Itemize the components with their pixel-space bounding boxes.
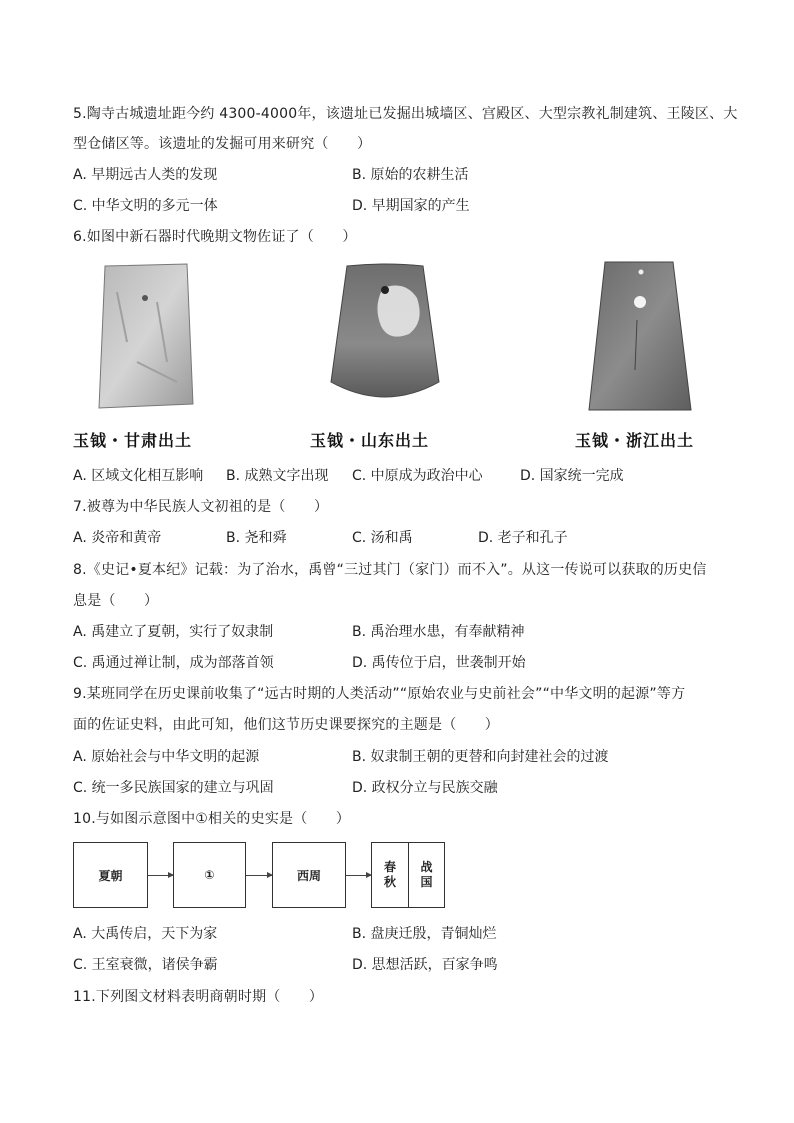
question-9-line-2: 面的佐证史料，由此可知，他们这节历史课要探究的主题是（ ） <box>73 717 499 733</box>
question-10-option-b: B. 盘庚迁殷，青铜灿烂 <box>352 926 497 942</box>
question-8-option-d: D. 禹传位于启，世袭制开始 <box>352 655 526 671</box>
zhanguo-char-1: 战 <box>420 860 433 874</box>
question-5-line-2: 型仓储区等。该遗址的发掘可用来研究（ ） <box>73 136 372 152</box>
caption-shandong: 玉钺・山东出土 <box>310 431 430 450</box>
question-10-option-c: C. 王室衰微，诸侯争霸 <box>73 957 218 973</box>
question-7-option-c: C. 汤和禹 <box>352 530 413 546</box>
question-6-option-b: B. 成熟文字出现 <box>226 468 329 484</box>
timeline-box-unknown: ① <box>173 842 246 908</box>
question-10-line-1: 10.与如图示意图中①相关的史实是（ ） <box>73 811 351 827</box>
chunqiu-char-2: 秋 <box>383 875 396 889</box>
question-9-line-1: 9.某班同学在历史课前收集了“远古时期的人类活动”“原始农业与史前社会”“中华文明的起源”等方 <box>73 686 686 702</box>
chunqiu-char-1: 春 <box>383 860 396 874</box>
question-6-option-d: D. 国家统一完成 <box>520 468 624 484</box>
question-7-option-b: B. 尧和舜 <box>226 530 287 546</box>
timeline-arrow-3 <box>346 875 371 876</box>
caption-gansu: 玉钺・甘肃出土 <box>73 431 193 450</box>
question-7-option-d: D. 老子和孔子 <box>478 530 568 546</box>
question-9-option-c: C. 统一多民族国家的建立与巩固 <box>73 780 274 796</box>
jade-axe-gansu-image <box>97 262 197 412</box>
caption-zhejiang: 玉钺・浙江出土 <box>575 431 695 450</box>
question-9-option-b: B. 奴隶制王朝的更替和向封建社会的过渡 <box>352 749 609 765</box>
jade-axe-zhejiang-image <box>585 260 695 416</box>
timeline-arrow-2 <box>246 875 272 876</box>
question-8-option-a: A. 禹建立了夏朝，实行了奴隶制 <box>73 624 274 640</box>
timeline-box-xia: 夏朝 <box>73 842 148 908</box>
dynasty-timeline-diagram <box>73 842 453 910</box>
jade-axes-figure <box>73 256 723 456</box>
question-8-option-c: C. 禹通过禅让制，成为部落首领 <box>73 655 274 671</box>
question-5-option-a: A. 早期远古人类的发现 <box>73 167 218 183</box>
jade-axe-shandong-image <box>325 262 445 412</box>
timeline-box-chunqiu <box>371 842 408 908</box>
question-9-option-d: D. 政权分立与民族交融 <box>352 780 498 796</box>
question-9-option-a: A. 原始社会与中华文明的起源 <box>73 749 260 765</box>
question-7-option-a: A. 炎帝和黄帝 <box>73 530 162 546</box>
zhanguo-char-2: 国 <box>420 875 433 889</box>
timeline-arrow-1 <box>148 875 173 876</box>
question-5-line-1: 5.陶寺古城遗址距今约 4300-4000年，该遗址已发掘出城墙区、宫殿区、大型宗教礼制建筑、王陵区、大 <box>73 106 738 122</box>
question-5-option-b: B. 原始的农耕生活 <box>352 167 469 183</box>
question-5-option-d: D. 早期国家的产生 <box>352 198 470 214</box>
question-8-option-b: B. 禹治理水患，有奉献精神 <box>352 624 525 640</box>
timeline-box-zhanguo <box>408 842 445 908</box>
timeline-box-xizhou: 西周 <box>272 842 346 908</box>
question-8-line-1: 8.《史记•夏本纪》记载：为了治水，禹曾“三过其门（家门）而不入”。从这一传说可以获取的历史信 <box>73 562 707 578</box>
question-11-line-1: 11.下列图文材料表明商朝时期（ ） <box>73 989 324 1005</box>
question-10-option-a: A. 大禹传启，天下为家 <box>73 926 218 942</box>
question-7-line-1: 7.被尊为中华民族人文初祖的是（ ） <box>73 499 329 515</box>
question-6-option-c: C. 中原成为政治中心 <box>352 468 483 484</box>
question-6-option-a: A. 区域文化相互影响 <box>73 468 204 484</box>
question-10-option-d: D. 思想活跃，百家争鸣 <box>352 957 498 973</box>
question-6-line-1: 6.如图中新石器时代晚期文物佐证了（ ） <box>73 229 357 245</box>
question-5-option-c: C. 中华文明的多元一体 <box>73 198 218 214</box>
question-8-line-2: 息是（ ） <box>73 593 159 609</box>
